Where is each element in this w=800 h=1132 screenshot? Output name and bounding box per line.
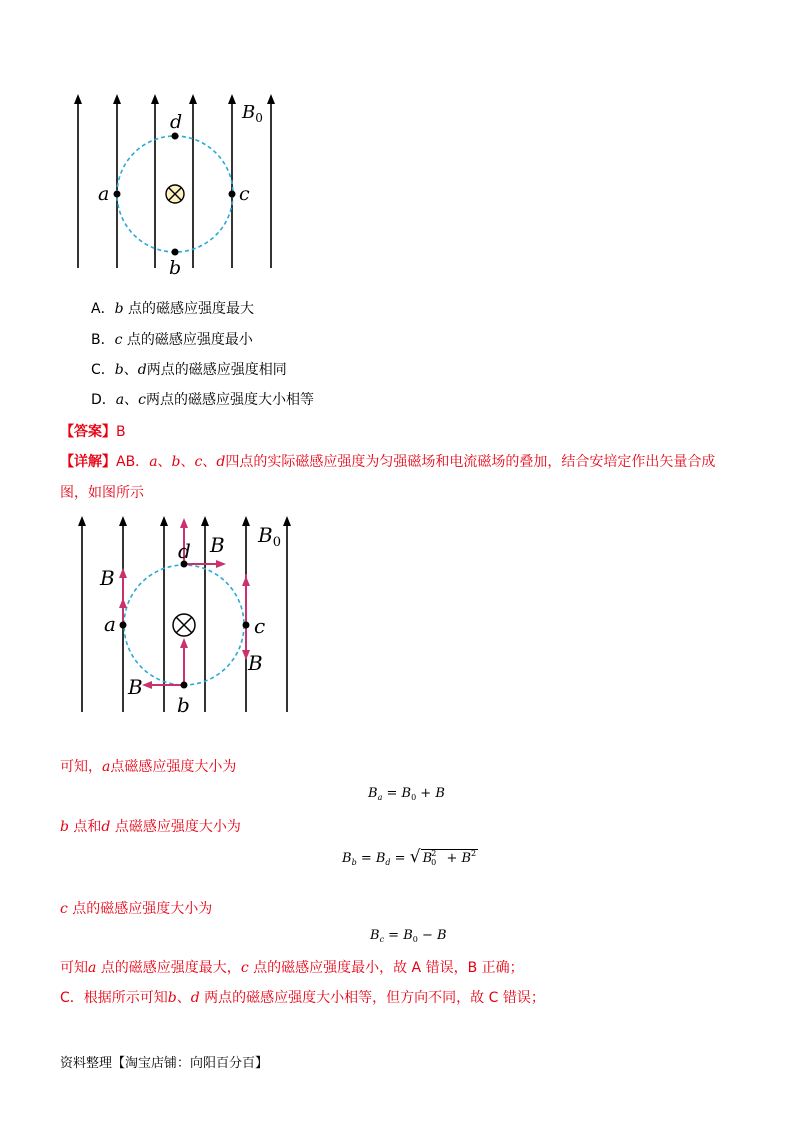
- explain-c-line: c 点的磁感应强度大小为: [60, 901, 213, 917]
- option-a: A．b 点的磁感应强度最大: [91, 301, 254, 317]
- label-b: b: [177, 693, 190, 717]
- vector-figure-2: [62, 512, 302, 722]
- label-a: a: [104, 612, 116, 636]
- label-c: c: [254, 614, 266, 638]
- current-into-page-icon: [173, 614, 195, 636]
- vec-label-b: B: [128, 675, 143, 699]
- formula-ba: $B_a = B_0 + B$: [368, 786, 445, 802]
- conclusion-line: 可知a 点的磁感应强度最大，c 点的磁感应强度最小，故 A 错误，B 正确；: [60, 960, 524, 976]
- explain-a-line: 可知，a点磁感应强度大小为: [60, 759, 237, 775]
- field-figure-1: [60, 90, 290, 280]
- option-b: B．c 点的磁感应强度最小: [91, 332, 253, 348]
- point-b-dot: [172, 249, 179, 256]
- vec-label-c: B: [248, 651, 263, 675]
- option-c-explain-line: C．根据所示可知b、d 两点的磁感应强度大小相等，但方向不同，故 C 错误；: [60, 990, 545, 1006]
- vec-label-a: B: [100, 566, 115, 590]
- footer-source: 资料整理【淘宝店铺：向阳百分百】: [60, 1056, 269, 1071]
- detail-line-1: 【详解】AB．a、b、c、d四点的实际磁感应强度为匀强磁场和电流磁场的叠加，结合安培定作出矢量合成: [60, 454, 716, 470]
- answer-line: 【答案】B: [60, 424, 126, 440]
- formula-bb-bd: $B_b = B_d$ = √ $B_0^2 + B^2$: [342, 847, 477, 867]
- point-d-dot: [172, 133, 179, 140]
- point-c-dot: [243, 622, 250, 629]
- explain-bd-line: b 点和d 点磁感应强度大小为: [60, 819, 241, 835]
- option-c: C．b、d两点的磁感应强度相同: [91, 362, 287, 378]
- detail-line-2: 图，如图所示: [60, 485, 144, 501]
- label-a: a: [98, 183, 110, 205]
- label-b: b: [169, 257, 182, 279]
- label-c: c: [239, 183, 250, 205]
- current-into-page-icon: [166, 185, 184, 203]
- point-c-dot: [229, 191, 236, 198]
- vec-label-d: B: [210, 533, 225, 557]
- field-label: $B_0$: [258, 523, 281, 550]
- point-b-dot: [181, 682, 188, 689]
- label-d: d: [170, 111, 183, 133]
- option-d: D．a、c两点的磁感应强度大小相等: [91, 392, 314, 408]
- point-a-dot: [120, 622, 127, 629]
- label-d: d: [178, 539, 191, 563]
- point-a-dot: [114, 191, 121, 198]
- field-label: $B_0$: [242, 102, 263, 125]
- formula-bc: $B_c = B_0 - B$: [370, 928, 447, 944]
